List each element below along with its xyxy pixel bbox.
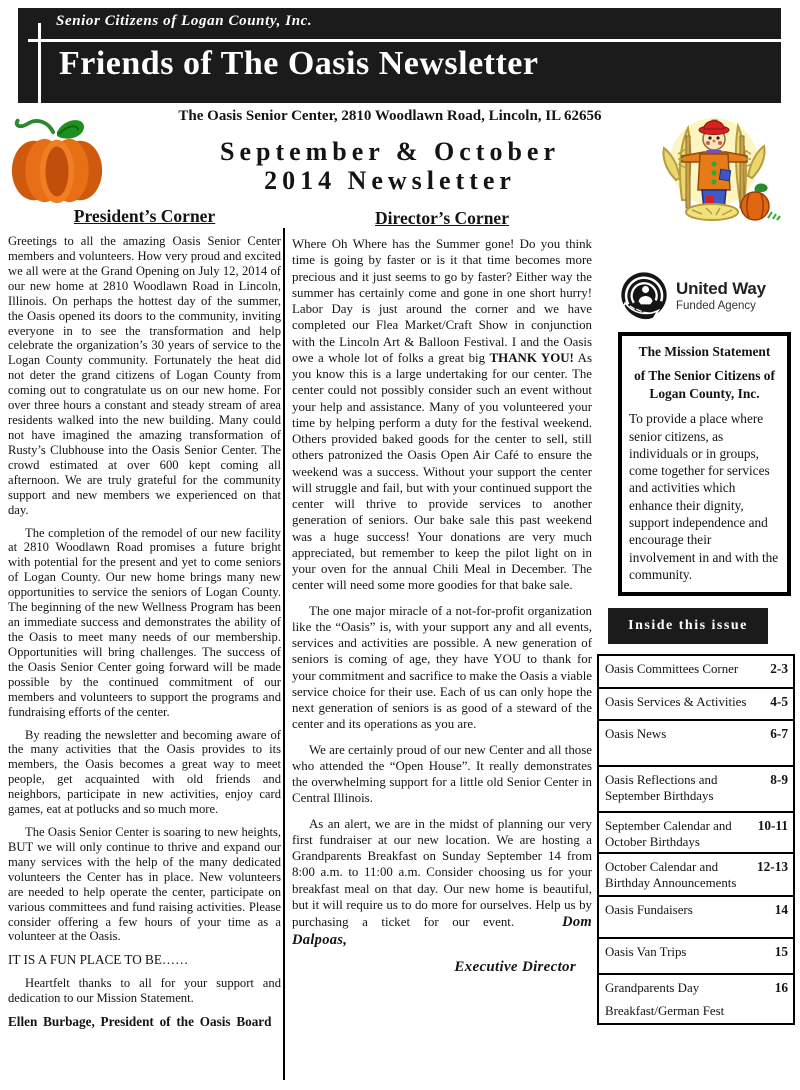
toc-pages: 16 [774, 980, 788, 996]
toc-pages: 2-3 [770, 661, 788, 676]
toc-row [599, 975, 793, 1023]
toc-label: Oasis Fundaisers [605, 903, 693, 918]
toc-pages: 6-7 [770, 726, 788, 741]
directors-p1-text-after: As you know this is a large undertaking for our center. The center could not possibly consider such an event without your help and assistance. Many of you volunteered your time by helping perform a duty for the festival weekend. Others provided baked goods for the center to sell, still others patronized the Oasis Open Air Café to ensure the weekend was a success. Without your support the center will struggle and fail, but with your continued support the center will thrive to provide services to another generation of seniors. Our bake sale this past weekend was a huge success! Your donations are very much appreciated, but remember to keep the pilot light on in your oven for the annual Chili Meal in December. The center will need some more goodies for that bake sale. [292, 350, 592, 593]
toc-row [599, 721, 793, 767]
president-signature: Ellen Burbage, President of the Oasis Board [8, 1013, 272, 1029]
toc-pages: 10-11 [757, 818, 788, 833]
pumpkin-icon [8, 111, 106, 207]
directors-p4-text: As an alert, we are in the midst of planning our very first fundraiser at our new location. We are hosting a Grandparents Breakfast on Sunday September 14 from 8:00 a.m. to 11:00 a.m. Consider choosing us for your breakfast meal on that day. Our new home is beautiful, but it will require us to do more for ourselves. Help us by purchasing a ticket for our event. [292, 816, 592, 929]
toc-label: Oasis Van Trips [605, 945, 687, 960]
toc-label: September Calendar and October Birthdays [605, 819, 732, 850]
toc-row [599, 656, 793, 689]
toc-row [599, 767, 793, 813]
directors-p1-text: Where Oh Where has the Summer gone! Do you think time is going by faster or is it that time becomes more precious and it just seems to go by faster? Either way the summer has certainly come and gone in one short hurry! Labor Day is just around the corner and we have completed our Flea Market/Craft Show in conjunction with the Lincoln Art & Balloon Festival. I and the Oasis owe a whole lot of folks a great big [292, 237, 592, 365]
directors-paragraph-3: We are certainly proud of our new Center and all those who attended the “Open House”. It really demonstrates the overwhelming support for a little old Senior Center in Central Illinois. [292, 742, 592, 806]
toc-label: Oasis Committees Corner [605, 662, 739, 676]
right-rail [597, 230, 798, 1086]
united-way-text [676, 279, 766, 312]
united-way-block [619, 270, 766, 320]
directors-paragraph-1 [292, 236, 592, 594]
united-way-name: United Way [676, 278, 766, 298]
mission-title-line1: The Mission Statement [638, 344, 771, 359]
toc-row [599, 854, 793, 897]
directors-paragraph-2: The one major miracle of a not-for-profit organization like the “Oasis” is, with your support any and all events, services and activities are possible. A new generation of seniors is coming of age, they have YOU to thank for your commitment and sacrifice to make the Oasis a viable service choice for their use. Each of us can only hope the next generation of seniors is as good of a steward of the center and its operations as you are. [292, 603, 592, 732]
masthead-vertical-rule [38, 23, 41, 111]
fun-place-line: IT IS A FUN PLACE TO BE…… [8, 952, 189, 968]
toc-label: Oasis Reflections and September Birthdays [605, 773, 718, 804]
toc-row [599, 813, 793, 854]
toc-label: Oasis News [605, 727, 667, 741]
toc-label: Oasis Services & Activities [605, 695, 747, 709]
issue-title [150, 137, 630, 195]
center-address: The Oasis Senior Center, 2810 Woodlawn Road, Lincoln, IL 62656 [178, 108, 602, 124]
presidents-paragraph-2: The completion of the remodel of our new facility at 2810 Woodlawn Road promises a future bright with potential for the present and yet to come seniors of Logan County. Our new home brings many new opportunities to service the seniors of Logan County. The beginning of the new Wellness Program has been an immediate success and demonstrates the ability of the Oasis to meet many needs of our membership. Opportunities will bring challenges. The success of the Oasis Senior Center going forward will be made possible by the continued commitment of our members and volunteers to support the programs and fundraising efforts of the center. [8, 525, 281, 719]
director-signature-name: Dom Dalpoas, [292, 914, 592, 949]
presidents-corner-column [8, 206, 281, 1030]
presidents-thanks: Heartfelt thanks to all for your support and dedication to our Mission Statement. [8, 976, 281, 1005]
toc-row [599, 897, 793, 939]
toc-pages: 8-9 [770, 772, 788, 787]
toc-label-line1: Grandparents Day [605, 981, 700, 996]
org-name: Senior Citizens of Logan County, Inc. [56, 13, 313, 29]
mission-title-line3: Logan County, Inc. [649, 385, 760, 401]
directors-corner-column [292, 208, 592, 976]
toc-row [599, 689, 793, 721]
directors-paragraph-4 [292, 816, 592, 950]
masthead [18, 8, 781, 103]
column-divider-rule [283, 228, 285, 1080]
presidents-paragraph-3: By reading the newsletter and becoming aware of the many activities that the Oasis provides to its members, the Oasis becomes a great way to meet people, get acquainted with old friends and neighbors, participate in new activities, enjoy card games, eat at potlucks and so much more. [8, 727, 281, 817]
mission-body: To provide a place where senior citizens, as individuals or in groups, come together for services and activities which enhance their dignity, support independence and encourage their involvement in and with the community. [629, 411, 779, 582]
director-signature-title: Executive Director [454, 958, 576, 975]
toc-pages: 14 [774, 902, 788, 918]
thank-you-emphasis: THANK YOU! [489, 350, 574, 365]
masthead-horizontal-rule [28, 39, 781, 42]
toc-pages: 12-13 [756, 859, 788, 875]
united-way-logo-icon [619, 270, 669, 320]
toc-label: October Calendar and Birthday Announcements [605, 860, 737, 891]
inside-this-issue-header: Inside this issue [608, 608, 768, 644]
presidents-corner-heading: President’s Corner [73, 206, 216, 226]
mission-title-line2: of The Senior Citizens of [634, 368, 775, 384]
newsletter-title: Friends of The Oasis Newsletter [59, 45, 539, 82]
issue-title-line2: 2014 Newsletter [264, 166, 516, 196]
mission-statement-box [618, 332, 791, 596]
united-way-tagline: Funded Agency [676, 299, 756, 312]
presidents-paragraph-1: Greetings to all the amazing Oasis Senior Center members and volunteers. How very proud and excited we all were at the Grand Opening on July 12, 2014 of our new home at 2810 Woodlawn Road in Lincoln, Illinois. On perhaps the hottest day of the summer, the Oasis opened its doors to the community, inviting everyone in to see the transformation and help celebrate the organization’s 30 years of service to the Logan County community. Fortunately the heat did not deter the grand citizens of Logan County from coming out to congratulate us on our new home. For over three hours a constant and steady stream of area residents walked into the new building. Many could not have imagined the amazing transformation of Rusty’s Clubhouse into the Oasis Senior Center. The crowd estimated at over 600 kept coming all afternoon. We are truly grateful for the community support and new members we experienced on that day. [8, 234, 281, 517]
issue-title-line1: September & October [219, 137, 560, 166]
toc-pages: 4-5 [770, 694, 788, 709]
table-of-contents [597, 654, 795, 1025]
scarecrow-icon [648, 110, 782, 225]
toc-label-line2: Breakfast/German Fest [605, 1004, 725, 1019]
directors-corner-heading: Director’s Corner [375, 208, 509, 228]
toc-label [605, 980, 747, 1019]
toc-pages: 15 [774, 944, 788, 960]
toc-row [599, 939, 793, 975]
presidents-paragraph-4: The Oasis Senior Center is soaring to new heights, BUT we will only continue to thrive and expand our many services with the help of the many dedicated volunteers the Center has in place. New volunteers are needed to help operate the center, participate on various committees and fund raising activities. Please consider offering a few hours of your time as a volunteer at the Oasis. [8, 825, 281, 944]
